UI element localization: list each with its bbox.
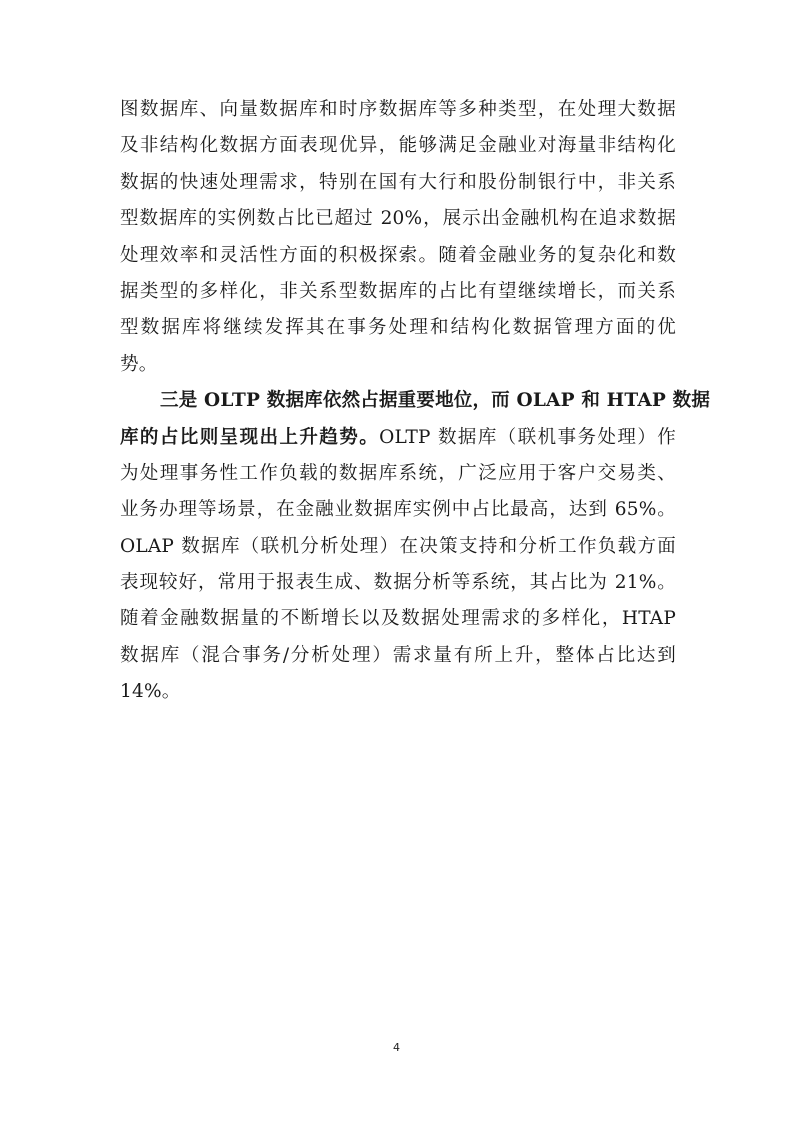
text-line: 势。 xyxy=(120,353,158,375)
text-line: 图数据库、向量数据库和时序数据库等多种类型，在处理大数据 xyxy=(120,99,676,120)
bold-heading-line: 三是 OLTP 数据库依然占据重要地位，而 OLAP 和 HTAP 数据 xyxy=(160,390,711,412)
text-line: 型数据库的实例数占比已超过 20%，展示出金融机构在追求数据 xyxy=(120,208,676,230)
text-line: 为处理事务性工作负载的数据库系统，广泛应用于客户交易类、 xyxy=(120,462,676,484)
text-line: 处理效率和灵活性方面的积极探索。随着金融业务的复杂化和数 xyxy=(120,244,676,266)
text-line: 数据库（混合事务/分析处理）需求量有所上升，整体占比达到 xyxy=(120,644,676,666)
paragraph-non-relational-databases xyxy=(120,92,676,383)
body-text xyxy=(120,92,711,711)
text-run: OLTP 数据库（联机事务处理）作 xyxy=(379,426,676,448)
text-line: 及非结构化数据方面表现优异，能够满足金融业对海量非结构化 xyxy=(120,135,676,157)
text-line: 随着金融数据量的不断增长以及数据处理需求的多样化，HTAP xyxy=(120,608,676,630)
text-line: 型数据库将继续发挥其在事务处理和结构化数据管理方面的优 xyxy=(120,317,676,339)
bold-heading-text: 库的占比则呈现出上升趋势。 xyxy=(120,426,380,448)
text-line: 表现较好，常用于报表生成、数据分析等系统，其占比为 21%。 xyxy=(120,572,676,594)
paragraph-oltp-olap-htap xyxy=(120,383,711,711)
text-line: 14%。 xyxy=(120,681,181,703)
page-number: 4 xyxy=(393,1041,400,1054)
text-line: 数据的快速处理需求，特别在国有大行和股份制银行中，非关系 xyxy=(120,171,676,193)
text-line: 据类型的多样化，非关系型数据库的占比有望继续增长，而关系 xyxy=(120,280,676,302)
text-line: 业务办理等场景，在金融业数据库实例中占比最高，达到 65%。 xyxy=(120,499,676,521)
text-line xyxy=(120,420,676,456)
text-line: OLAP 数据库（联机分析处理）在决策支持和分析工作负载方面 xyxy=(120,535,676,557)
